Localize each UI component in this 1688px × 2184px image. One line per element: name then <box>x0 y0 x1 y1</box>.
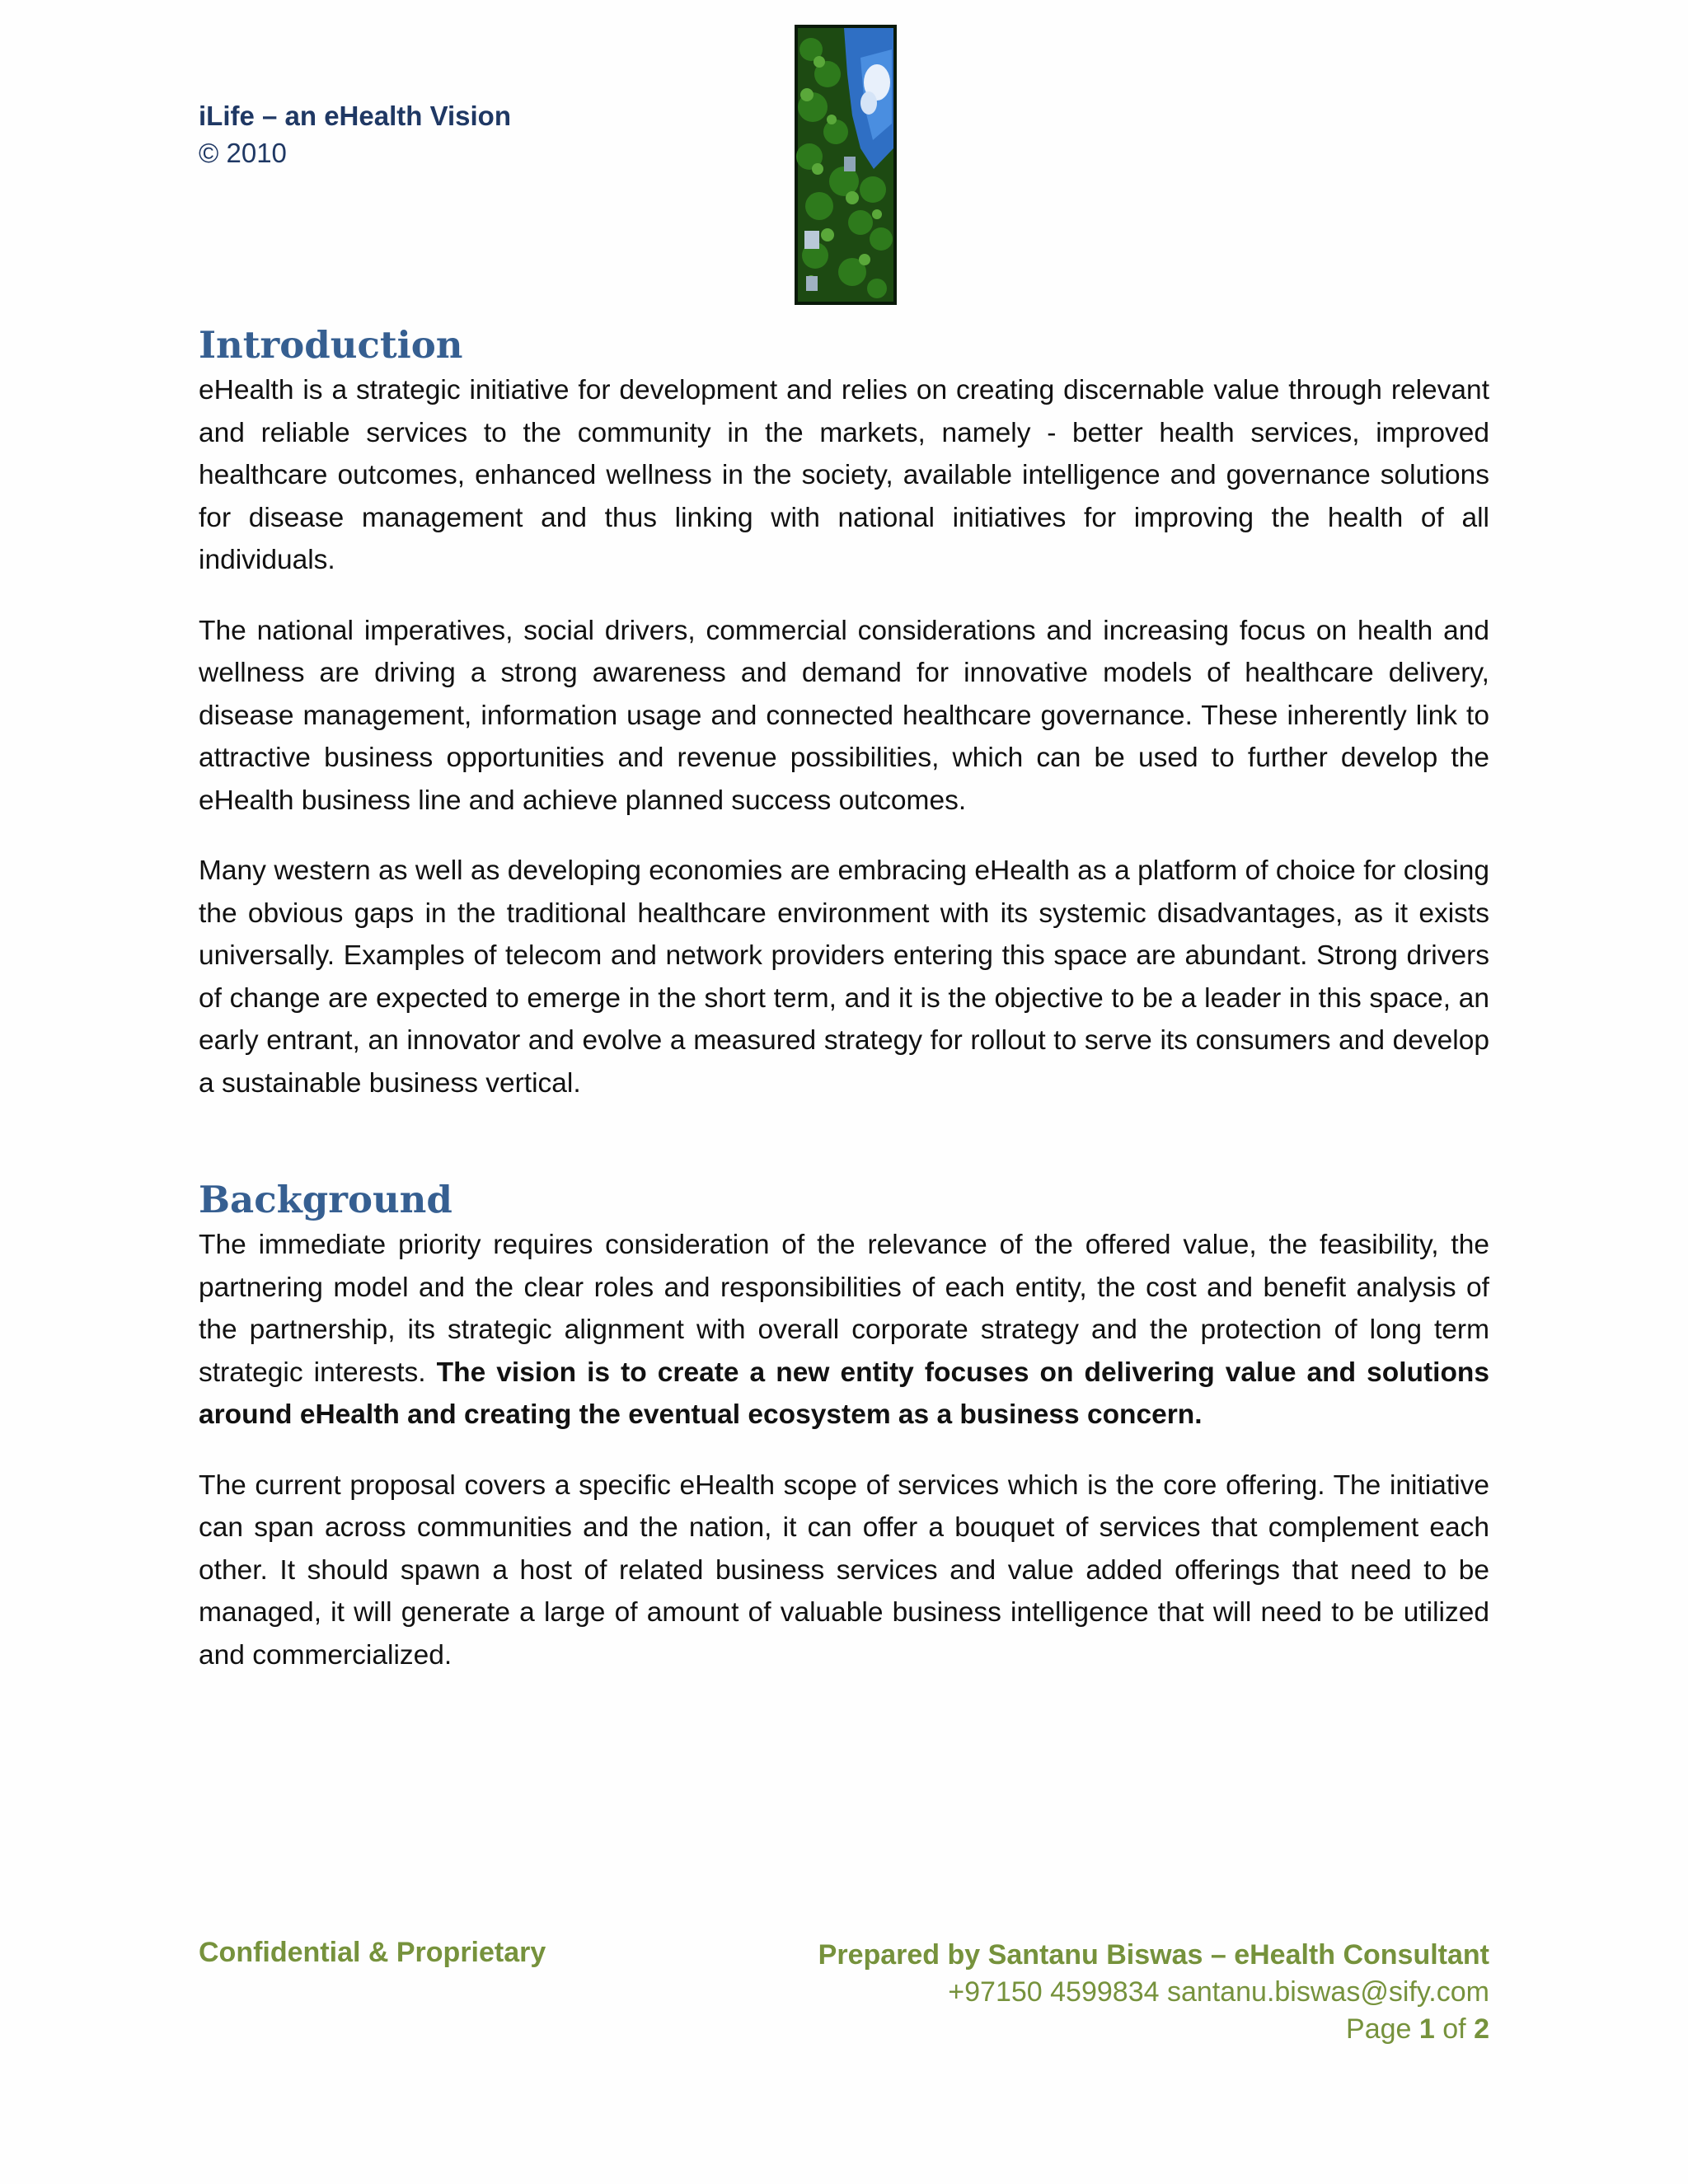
introduction-section <box>199 321 1489 1104</box>
contact-info: +97150 4599834 santanu.biswas@sify.com <box>948 1976 1489 2008</box>
copyright-notice: © 2010 <box>199 138 287 168</box>
background-paragraph-1 <box>199 1224 1489 1436</box>
background-section <box>199 1176 1489 1676</box>
background-paragraph-2: The current proposal covers a specific eHealth scope of services which is the core offering. The initiative can span across communities and the nation, it can offer a bouquet of services that complement each other. It should spawn a host of related business services and value added offerings that need to be managed, it will generate a large of amount of valuable business intelligence that will need to be utilized and commercialized. <box>199 1469 1489 1671</box>
introduction-paragraph-2: The national imperatives, social drivers, commercial considerations and increasing focus on health and wellness are driving a strong awareness and demand for innovative models of healthcare delivery, disease management, information usage and connected healthcare governance. These inherently link to attractive business opportunities and revenue possibilities, which can be used to further develop the eHealth business line and achieve planned success outcomes. <box>199 615 1489 816</box>
page-prefix: Page <box>1346 2013 1419 2045</box>
ivy-building-photo-icon <box>795 25 897 305</box>
page-current: 1 <box>1418 2013 1435 2045</box>
document-title: iLife – an eHealth Vision <box>199 101 512 131</box>
prepared-by: Prepared by Santanu Biswas – eHealth Consultant <box>818 1939 1489 1971</box>
introduction-paragraph-3: Many western as well as developing economies are embracing eHealth as a platform of choice for closing the obvious gaps in the traditional healthcare environment with its systemic disadvantages, as it exists universally. Examples of telecom and network providers entering this space are abundant. Strong drivers of change are expected to emerge in the short term, and it is the objective to be a leader in this space, an early entrant, an innovator and evolve a measured strategy for rollout to serve its consumers and develop a sustainable business vertical. <box>199 855 1489 1099</box>
background-heading: Background <box>199 1178 452 1221</box>
document-header <box>199 97 511 171</box>
page-of: of <box>1434 2013 1475 2045</box>
page-total: 2 <box>1474 2013 1489 2045</box>
confidential-label: Confidential & Proprietary <box>199 1937 546 1968</box>
introduction-heading: Introduction <box>199 323 463 367</box>
vision-statement: The vision is to create a new entity focuses on delivering value and solutions around eHealth and creating the eventual ecosystem as a business concern. <box>199 1357 1490 1430</box>
introduction-paragraph-1: eHealth is a strategic initiative for development and relies on creating discernable value through relevant and reliable services to the community in the markets, namely - better health services, improved healthcare outcomes, enhanced wellness in the society, available intelligence and governance solutions for disease management and thus linking with national initiatives for improving the health of all individuals. <box>199 375 1489 575</box>
page-number <box>818 2011 1489 2048</box>
footer-author-block <box>818 1937 1489 2048</box>
background-paragraph-1-text: The immediate priority requires consideration of the relevance of the offered value, the feasibility, the partnering model and the clear roles and responsibilities of each entity, the cost and benefit analysis of the partnership, its strategic alignment with overall corporate strategy and the protection of long term strategic interests. <box>199 1230 1489 1388</box>
